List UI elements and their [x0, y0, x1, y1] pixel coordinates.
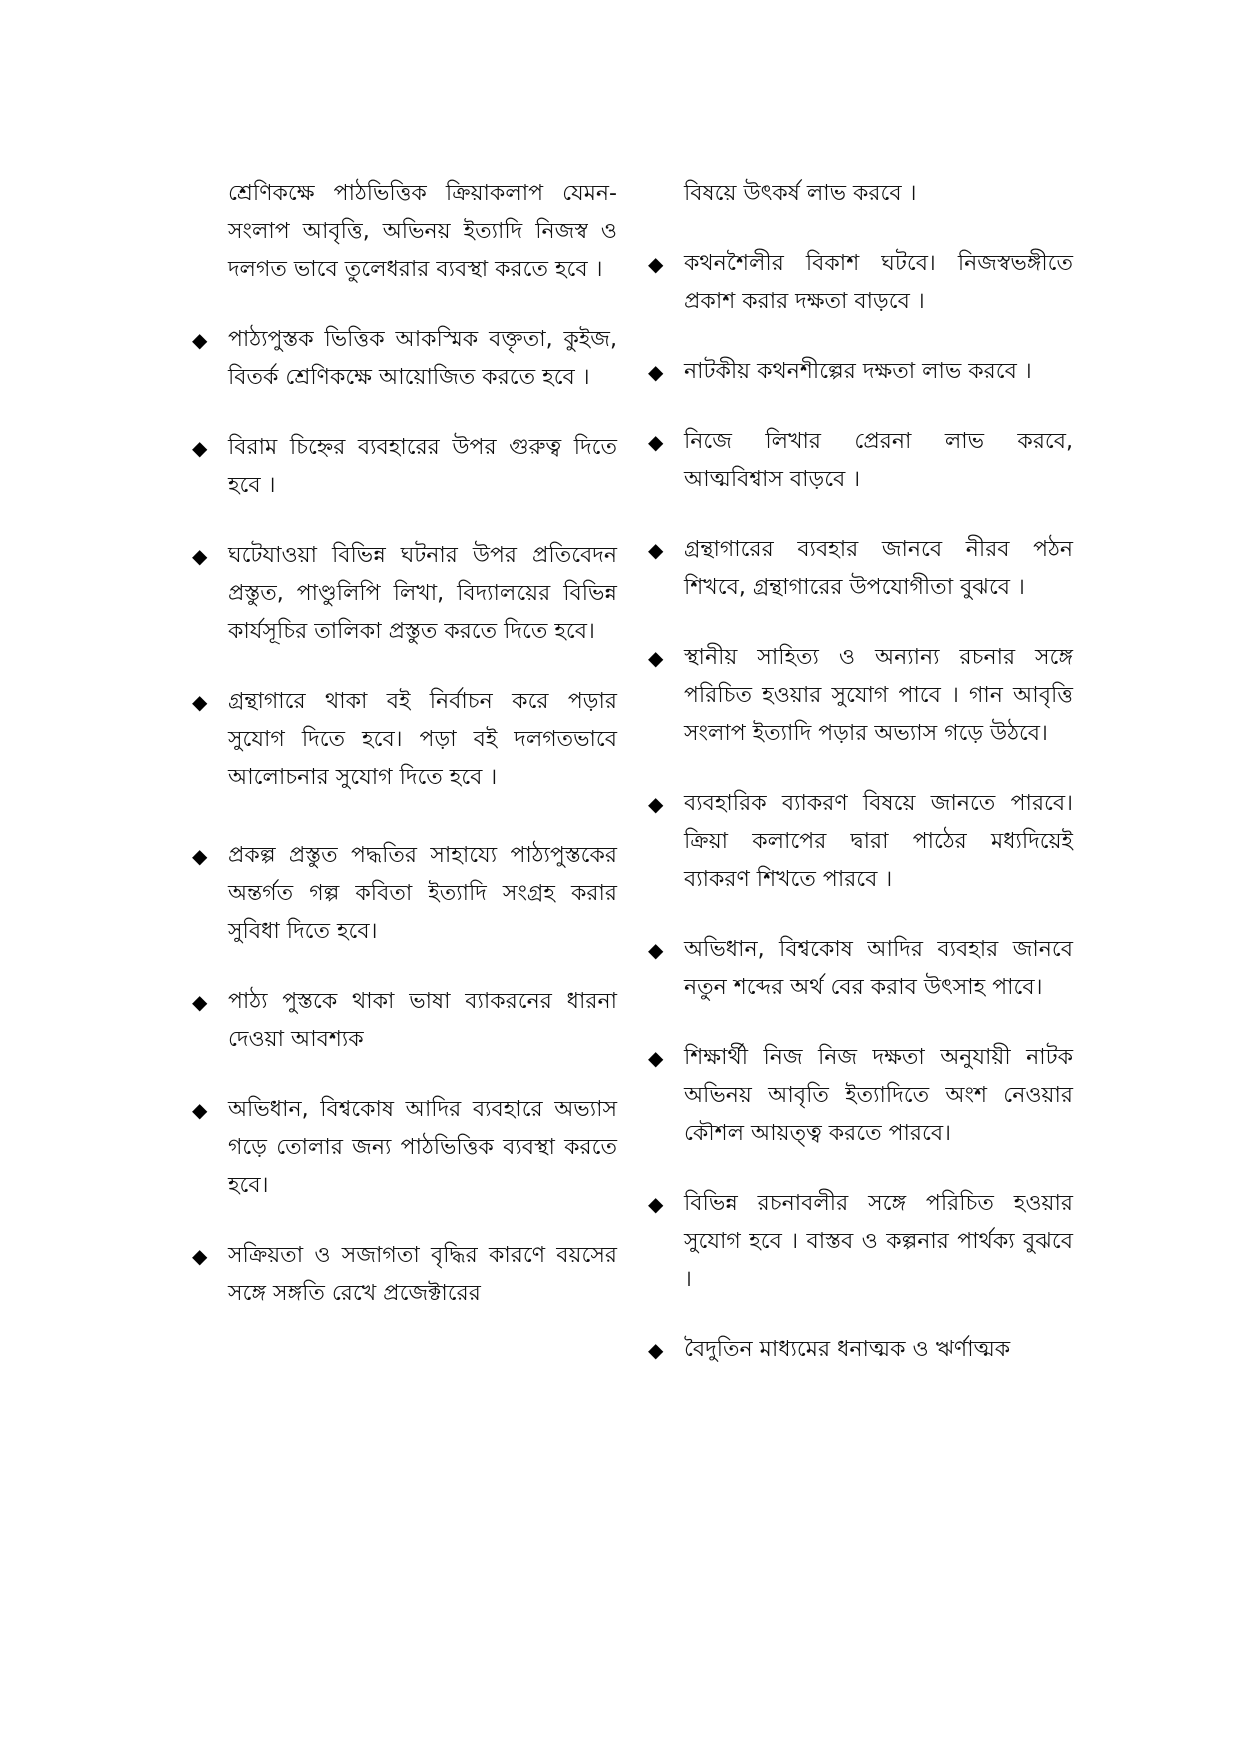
right-column: [648, 175, 1073, 1401]
right-list-item: [648, 245, 1073, 321]
left-list-item: [192, 683, 617, 797]
left-list-item: [192, 321, 617, 397]
left-list-item: [192, 837, 617, 951]
diamond-bullet-icon: ◆: [192, 844, 208, 868]
left-list-item: [192, 429, 617, 505]
left-list-item: [192, 1091, 617, 1205]
right-list-item: [648, 1331, 1073, 1369]
diamond-bullet-icon: ◆: [192, 1244, 208, 1268]
right-list-item: [648, 353, 1073, 391]
diamond-bullet-icon: ◆: [192, 436, 208, 460]
list-item-text: সক্রিয়তা ও সজাগতা বৃদ্ধির কারণে বয়সের সঙ্গে সঙ্গতি রেখে প্রজেক্টারের: [228, 1243, 617, 1306]
list-item-text: প্রকল্প প্রস্তুত পদ্ধতির সাহায্যে পাঠ্যপুস্তকের অন্তর্গত গল্প কবিতা ইত্যাদি সংগ্রহ করার সুবিধা দিতে হবে।: [228, 843, 617, 944]
list-item-text: বিভিন্ন রচনাবলীর সঙ্গে পরিচিত হওয়ার সুযোগ হবে । বাস্তব ও কল্পনার পার্থক্য বুঝবে ।: [684, 1191, 1073, 1292]
left-list-item: [192, 1237, 617, 1313]
diamond-bullet-icon: ◆: [648, 1338, 664, 1362]
list-item-text: পাঠ্য পুস্তকে থাকা ভাষা ব্যাকরনের ধারনা দেওয়া আবশ্যক: [228, 989, 617, 1052]
list-item-text: ব্যবহারিক ব্যাকরণ বিষয়ে জানতে পারবে। ক্রিয়া কলাপের দ্বারা পাঠের মধ্যদিয়েই ব্যাকরণ শিখতে পারবে ।: [684, 791, 1073, 892]
right-list-item: [648, 1039, 1073, 1153]
diamond-bullet-icon: ◆: [648, 252, 664, 276]
left-list-item: [192, 537, 617, 651]
list-item-text: পাঠ্যপুস্তক ভিত্তিক আকস্মিক বক্তৃতা, কুইজ, বিতর্ক শ্রেণিকক্ষে আয়োজিত করতে হবে ।: [228, 327, 617, 390]
diamond-bullet-icon: ◆: [648, 646, 664, 670]
list-item-text: অভিধান, বিশ্বকোষ আদির ব্যবহারে অভ্যাস গড়ে তোলার জন্য পাঠভিত্তিক ব্যবস্থা করতে হবে।: [228, 1097, 617, 1198]
list-item-text: নিজে লিখার প্রেরনা লাভ করবে, আত্মবিশ্বাস বাড়বে ।: [684, 429, 1073, 492]
diamond-bullet-icon: ◆: [648, 430, 664, 454]
right-intro-paragraph: বিষয়ে উৎকর্ষ লাভ করবে ।: [684, 181, 917, 206]
diamond-bullet-icon: ◆: [648, 360, 664, 384]
right-list-item: [648, 423, 1073, 499]
right-list-item: [648, 531, 1073, 607]
right-list-item: [648, 639, 1073, 753]
diamond-bullet-icon: ◆: [192, 1098, 208, 1122]
left-column: [192, 175, 617, 1345]
list-item-text: গ্রন্থাগারের ব্যবহার জানবে নীরব পঠন শিখবে, গ্রন্থাগারের উপযোগীতা বুঝবে ।: [684, 537, 1073, 600]
right-list-item: [648, 785, 1073, 899]
diamond-bullet-icon: ◆: [192, 990, 208, 1014]
diamond-bullet-icon: ◆: [192, 544, 208, 568]
left-list-item: [192, 983, 617, 1059]
list-item-text: গ্রন্থাগারে থাকা বই নির্বাচন করে পড়ার সুযোগ দিতে হবে। পড়া বই দলগতভাবে আলোচনার সুযোগ দিতে হবে ।: [228, 689, 617, 790]
list-item-text: স্থানীয় সাহিত্য ও অন্যান্য রচনার সঙ্গে পরিচিত হওয়ার সুযোগ পাবে । গান আবৃত্তি সংলাপ ইত্যাদি পড়ার অভ্যাস গড়ে উঠবে।: [684, 645, 1073, 746]
list-item-text: বিরাম চিহ্নের ব্যবহারের উপর গুরুত্ব দিতে হবে ।: [228, 435, 617, 498]
left-intro-paragraph: শ্রেণিকক্ষে পাঠভিত্তিক ক্রিয়াকলাপ যেমন- সংলাপ আবৃত্তি, অভিনয় ইত্যাদি নিজস্ব ও দলগত ভাবে তুলেধরার ব্যবস্থা করতে হবে ।: [228, 181, 617, 282]
right-list-item: [648, 931, 1073, 1007]
list-item-text: শিক্ষার্থী নিজ নিজ দক্ষতা অনুযায়ী নাটক অভিনয় আবৃতি ইত্যাদিতে অংশ নেওয়ার কৌশল আয়ত্ত্ব করতে পারবে।: [684, 1045, 1073, 1146]
list-item-text: কথনশৈলীর বিকাশ ঘটবে। নিজস্বভঙ্গীতে প্রকাশ করার দক্ষতা বাড়বে ।: [684, 251, 1073, 314]
diamond-bullet-icon: ◆: [648, 792, 664, 816]
diamond-bullet-icon: ◆: [192, 690, 208, 714]
list-item-text: নাটকীয় কথনশীল্পের দক্ষতা লাভ করবে ।: [684, 359, 1032, 384]
diamond-bullet-icon: ◆: [192, 328, 208, 352]
list-item-text: বৈদুতিন মাধ্যমের ধনাত্মক ও ঋর্ণাত্মক: [684, 1337, 1011, 1362]
diamond-bullet-icon: ◆: [648, 938, 664, 962]
diamond-bullet-icon: ◆: [648, 1046, 664, 1070]
list-item-text: ঘটেযাওয়া বিভিন্ন ঘটনার উপর প্রতিবেদন প্রস্তুত, পাণ্ডুলিপি লিখা, বিদ্যালয়ের বিভিন্ন কার্যসূচির তালিকা প্রস্তুত করতে দিতে হবে।: [228, 543, 617, 644]
list-item-text: অভিধান, বিশ্বকোষ আদির ব্যবহার জানবে নতুন শব্দের অর্থ বের করাব উৎসাহ পাবে।: [684, 937, 1073, 1000]
diamond-bullet-icon: ◆: [648, 538, 664, 562]
diamond-bullet-icon: ◆: [648, 1192, 664, 1216]
right-list-item: [648, 1185, 1073, 1299]
